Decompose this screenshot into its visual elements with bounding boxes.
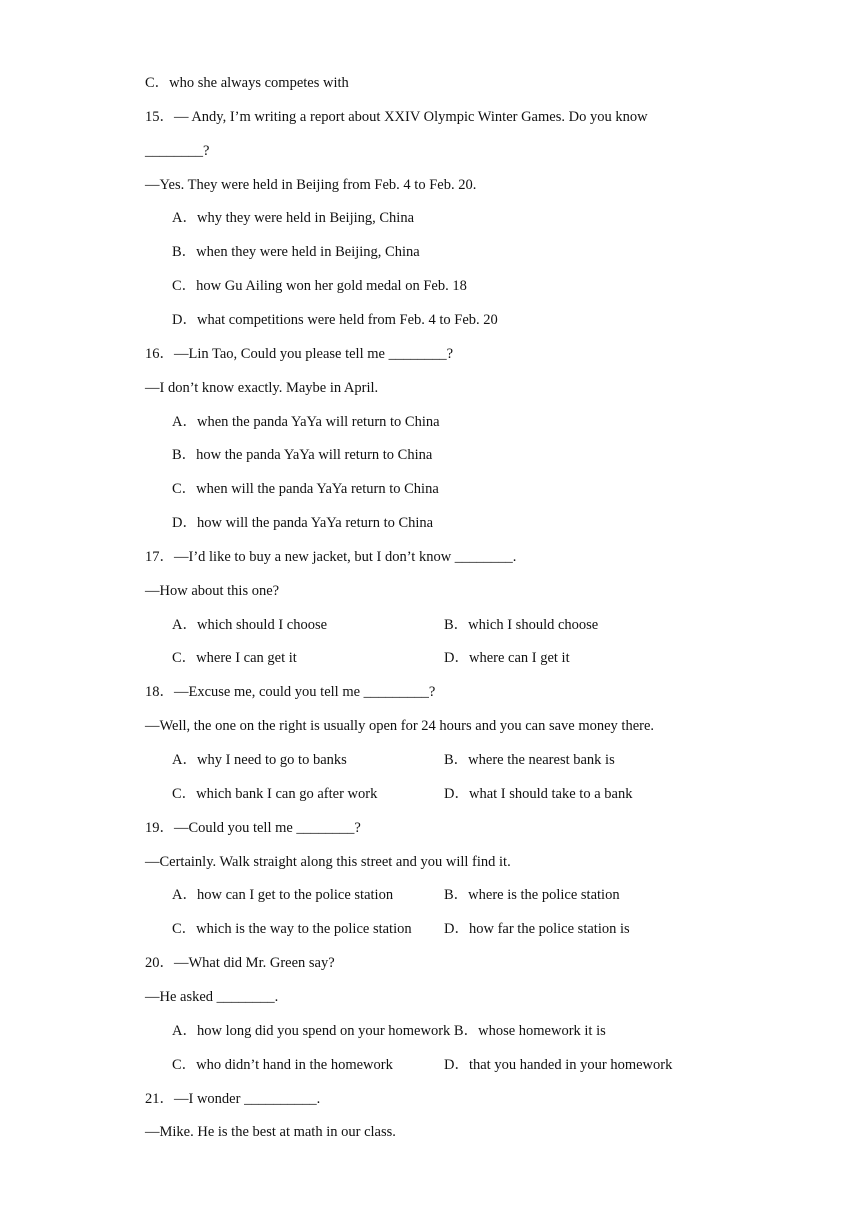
question-text: —I don’t know exactly. Maybe in April. [145, 380, 379, 396]
answer-option: B．how the panda YaYa will return to China [172, 447, 433, 463]
answer-option: C．where I can get it [172, 650, 297, 666]
question-text: —He asked ________. [145, 989, 279, 1005]
question-text: —Mike. He is the best at math in our class. [145, 1124, 396, 1140]
answer-option: B．which I should choose [444, 617, 599, 633]
question-text: C．who she always competes with [145, 75, 349, 91]
answer-option: D．where can I get it [444, 650, 570, 666]
question-text: 20．—What did Mr. Green say? [145, 955, 335, 971]
answer-option: C．which is the way to the police station [172, 921, 412, 937]
question-text: —Well, the one on the right is usually open for 24 hours and you can save money there. [145, 718, 655, 734]
question-text: 16．—Lin Tao, Could you please tell me ________? [145, 346, 454, 362]
answer-option: C．who didn’t hand in the homework [172, 1057, 393, 1073]
answer-option: D．how far the police station is [444, 921, 630, 937]
question-text: —How about this one? [145, 583, 280, 599]
answer-option: A．why I need to go to banks [172, 752, 347, 768]
answer-option: A．why they were held in Beijing, China [172, 210, 415, 226]
answer-option: D．how will the panda YaYa return to China [172, 515, 434, 531]
question-text: 21．—I wonder __________. [145, 1091, 321, 1107]
question-text: —Certainly. Walk straight along this street and you will find it. [145, 854, 511, 870]
answer-option: A．when the panda YaYa will return to China [172, 414, 440, 430]
question-text: 17．—I’d like to buy a new jacket, but I don’t know ________. [145, 549, 517, 565]
question-text: 19．—Could you tell me ________? [145, 820, 361, 836]
answer-option: D．that you handed in your homework [444, 1057, 673, 1073]
answer-option: D．what I should take to a bank [444, 786, 633, 802]
question-text: 15．— Andy, I’m writing a report about XXIV Olympic Winter Games. Do you know [145, 109, 648, 125]
answer-option: B．where the nearest bank is [444, 752, 615, 768]
answer-option: D．what competitions were held from Feb. 4 to Feb. 20 [172, 312, 498, 328]
answer-option: B．when they were held in Beijing, China [172, 244, 420, 260]
answer-option: A．how can I get to the police station [172, 887, 394, 903]
question-text: 18．—Excuse me, could you tell me _________? [145, 684, 436, 700]
answer-option: B．where is the police station [444, 887, 620, 903]
answer-option: C．how Gu Ailing won her gold medal on Feb. 18 [172, 278, 467, 294]
answer-option: A．how long did you spend on your homework B．whose homework it is [172, 1023, 606, 1039]
answer-option: C．when will the panda YaYa return to China [172, 481, 439, 497]
question-text: —Yes. They were held in Beijing from Feb. 4 to Feb. 20. [145, 177, 477, 193]
question-text: ________? [145, 143, 210, 159]
answer-option: C．which bank I can go after work [172, 786, 378, 802]
answer-option: A．which should I choose [172, 617, 328, 633]
